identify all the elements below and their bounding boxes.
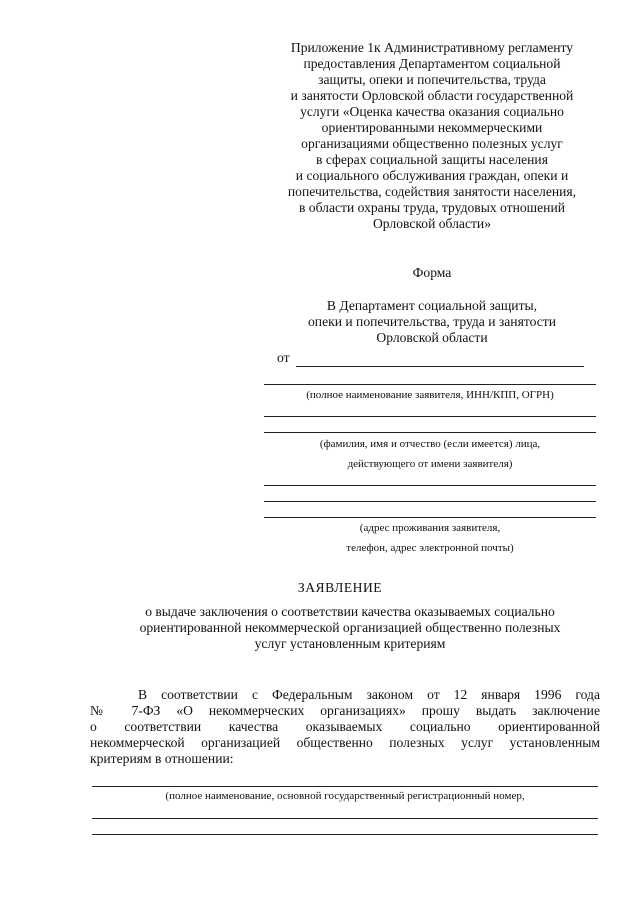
appendix-line: в области охраны труда, трудовых отношений: [298, 200, 566, 215]
organization-caption: (полное наименование, основной государственный регистрационный номер,: [165, 790, 525, 802]
appendix-line: организациями общественно полезных услуг: [301, 136, 563, 151]
organization-fill-line: [92, 786, 598, 787]
statement-body: В соответствии с Федеральным законом от 12 января 1996 года № 7-ФЗ «О некоммерческих организациях» прошу выдать заключение о соответствии качества оказываемых социально ориентированной некоммерческой организацией общественно полезных услуг установленным критериям в отношении:: [90, 687, 600, 766]
addressee-line: В Департамент социальной защиты,: [326, 298, 538, 313]
from-label: от: [277, 350, 290, 365]
form-label: Форма: [412, 265, 452, 280]
contacts-caption: (адрес проживания заявителя, телефон, адрес электронной почты): [346, 522, 514, 554]
appendix-line: Орловской области»: [372, 216, 491, 231]
applicant-name-caption: (полное наименование заявителя, ИНН/КПП, ОГРН): [306, 389, 554, 401]
appendix-line: и социального обслуживания граждан, опеки и: [295, 168, 569, 183]
contacts-fill-line: [264, 501, 596, 502]
appendix-line: и занятости Орловской области государственной: [290, 88, 574, 103]
appendix-line: попечительства, содействия занятости населения,: [287, 184, 577, 199]
appendix-line: предоставления Департаментом социальной: [303, 56, 561, 71]
appendix-line: ориентированными некоммерческими: [321, 120, 543, 135]
representative-fill-line: [264, 432, 596, 433]
appendix-header: [262, 40, 602, 232]
representative-caption: (фамилия, имя и отчество (если имеется) лица, действующего от имени заявителя): [319, 438, 541, 470]
addressee-line: опеки и попечительства, труда и занятости: [308, 314, 556, 329]
appendix-line: услуги «Оценка качества оказания социально: [300, 104, 564, 119]
contacts-fill-line: [264, 485, 596, 486]
organization-fill-line: [92, 834, 598, 835]
statement-subtitle: о выдаче заключения о соответствии качества оказываемых социально ориентированной некоммерческой организацией общественно полезных услуг установленным критериям: [139, 604, 561, 651]
from-fill-line: [296, 366, 584, 367]
addressee-block: [262, 298, 602, 346]
appendix-line: в сферах социальной защиты населения: [316, 152, 548, 167]
organization-fill-line: [92, 818, 598, 819]
appendix-line: Приложение 1к Административному регламенту: [290, 40, 574, 55]
representative-fill-line: [264, 416, 596, 417]
appendix-line: защиты, опеки и попечительства, труда: [318, 72, 546, 87]
addressee-line: Орловской области: [376, 330, 488, 345]
statement-title: ЗАЯВЛЕНИЕ: [297, 580, 383, 595]
